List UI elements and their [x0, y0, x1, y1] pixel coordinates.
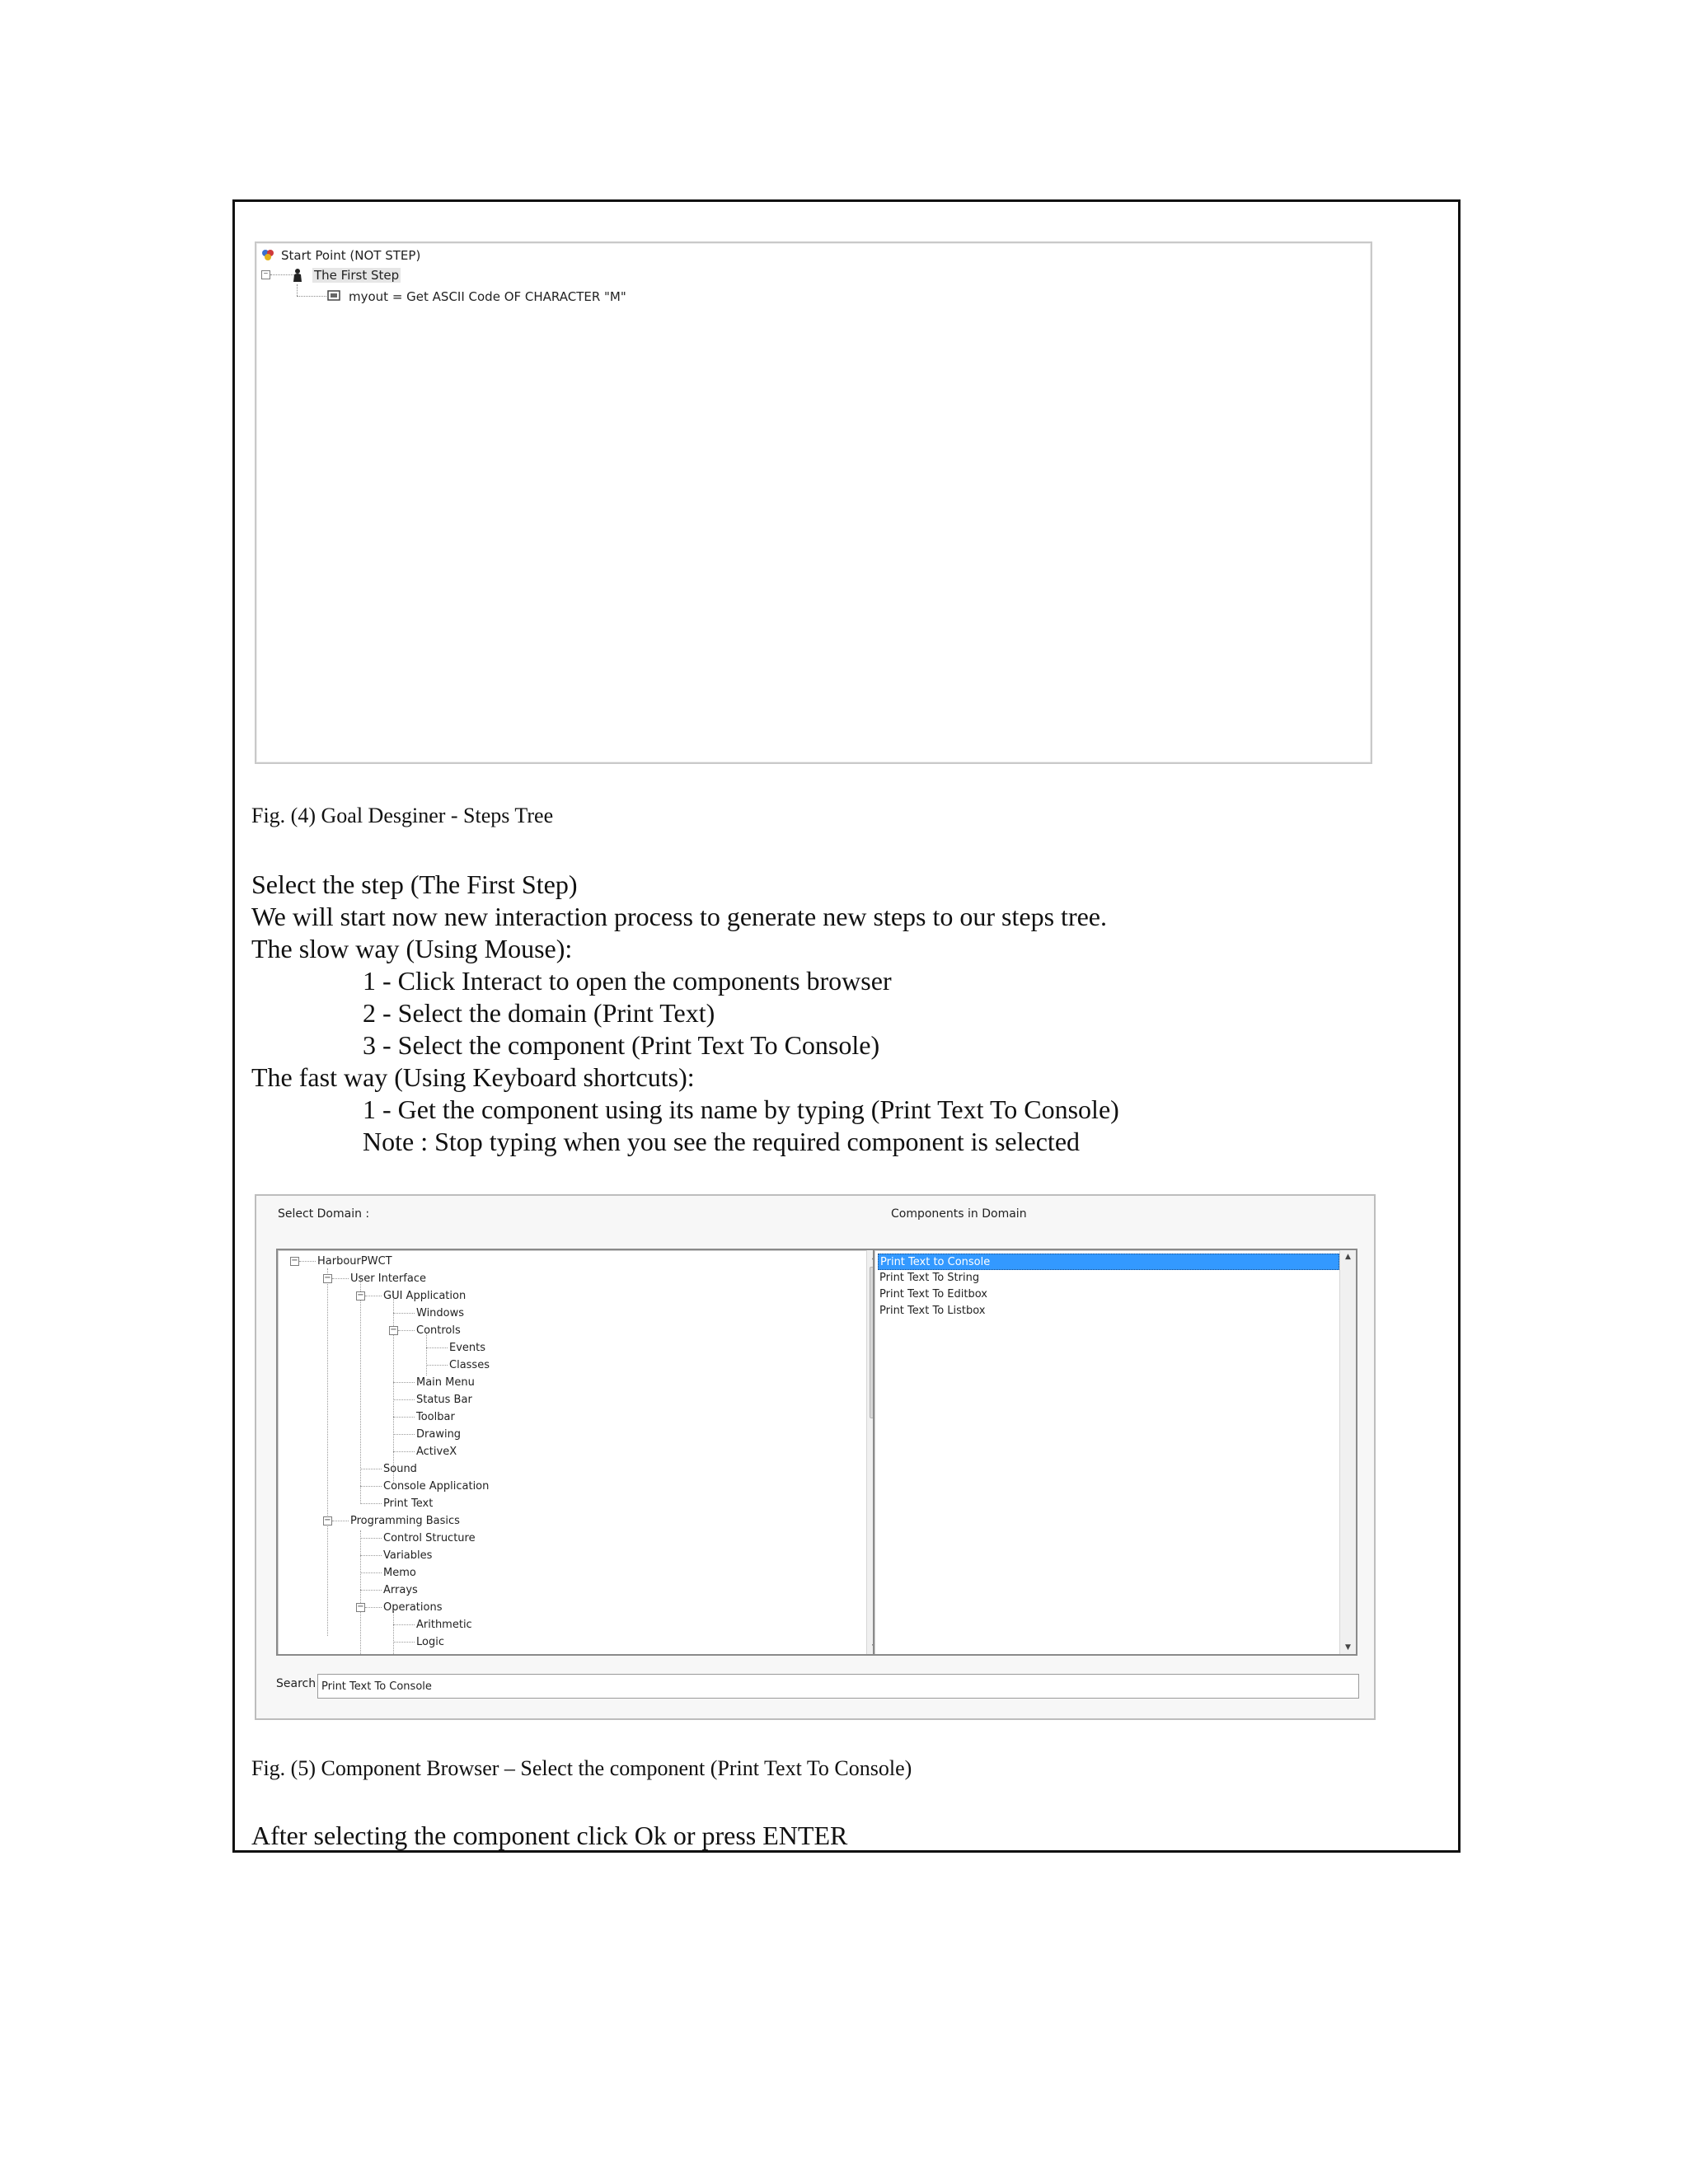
- search-label: Search: [276, 1677, 316, 1690]
- search-input[interactable]: [317, 1674, 1359, 1699]
- components-list-pane[interactable]: [873, 1249, 1357, 1656]
- tree-item-gui-application[interactable]: GUI Application: [383, 1290, 467, 1302]
- body-line-slow-step-3: 3 - Select the component (Print Text To Console): [363, 1030, 880, 1060]
- tree-item-windows[interactable]: Windows: [416, 1307, 465, 1319]
- body-line-slow-step-2: 2 - Select the domain (Print Text): [363, 998, 715, 1028]
- collapse-icon[interactable]: −: [324, 1516, 331, 1525]
- components-list-scrollbar[interactable]: [1339, 1250, 1356, 1654]
- tree-item-sound[interactable]: Sound: [383, 1463, 417, 1475]
- tree-item-arrays[interactable]: Arrays: [383, 1584, 418, 1596]
- tree-item-programming-basics[interactable]: Programming Basics: [350, 1515, 460, 1527]
- component-item-print-text-to-console[interactable]: Print Text to Console: [878, 1254, 1339, 1270]
- tree-item-toolbar[interactable]: Toolbar: [416, 1411, 455, 1423]
- tree-node-start-point[interactable]: Start Point (NOT STEP): [281, 248, 421, 263]
- tree-item-controls[interactable]: Controls: [416, 1324, 461, 1337]
- tree-item-user-interface[interactable]: User Interface: [350, 1272, 426, 1285]
- tree-item-status-bar[interactable]: Status Bar: [416, 1394, 472, 1406]
- step-person-icon: [293, 268, 302, 283]
- body-line-fast-step-1: 1 - Get the component using its name by typing (Print Text To Console): [363, 1094, 1119, 1124]
- tree-item-variables[interactable]: Variables: [383, 1549, 433, 1562]
- tree-item-main-menu[interactable]: Main Menu: [416, 1376, 475, 1389]
- body-line-slow-way: The slow way (Using Mouse):: [251, 934, 573, 963]
- tree-item-arithmetic[interactable]: Arithmetic: [416, 1619, 472, 1631]
- fig5-caption: Fig. (5) Component Browser – Select the component (Print Text To Console): [251, 1756, 912, 1780]
- tree-item-logic[interactable]: Logic: [416, 1636, 444, 1648]
- tree-connector: [270, 274, 293, 275]
- body-line-note: Note : Stop typing when you see the required component is selected: [363, 1127, 1081, 1156]
- collapse-icon[interactable]: −: [291, 1256, 298, 1265]
- tree-connector: [297, 296, 326, 297]
- collapse-icon[interactable]: −: [357, 1291, 364, 1300]
- components-in-domain-label: Components in Domain: [891, 1207, 1027, 1221]
- tree-item-operations[interactable]: Operations: [383, 1601, 443, 1614]
- tree-item-drawing[interactable]: Drawing: [416, 1428, 462, 1441]
- domain-tree[interactable]: [278, 1250, 868, 1654]
- tree-item-events[interactable]: Events: [449, 1342, 486, 1354]
- component-item-print-text-to-editbox[interactable]: Print Text To Editbox: [879, 1288, 987, 1301]
- tree-item-console-application[interactable]: Console Application: [383, 1480, 490, 1493]
- body-line-select-step: Select the step (The First Step): [251, 869, 578, 899]
- collapse-icon[interactable]: −: [261, 270, 270, 279]
- document-frame: [232, 199, 1461, 1853]
- footer-line: After selecting the component click Ok or press ENTER: [251, 1821, 848, 1850]
- tree-item-control-structure[interactable]: Control Structure: [383, 1532, 476, 1544]
- fig4-caption: Fig. (4) Goal Desginer - Steps Tree: [251, 804, 554, 827]
- steps-tree-panel[interactable]: [255, 241, 1372, 764]
- scroll-down-icon[interactable]: ▼: [1345, 1643, 1351, 1652]
- collapse-icon[interactable]: −: [324, 1273, 331, 1282]
- body-line-intro: We will start now new interaction process to generate new steps to our steps tree.: [251, 902, 1107, 931]
- select-domain-label: Select Domain :: [278, 1207, 370, 1221]
- tree-item-activex[interactable]: ActiveX: [416, 1446, 457, 1458]
- collapse-icon[interactable]: −: [390, 1325, 397, 1334]
- component-browser: [255, 1194, 1376, 1720]
- command-icon: [327, 290, 340, 301]
- tree-item-memo[interactable]: Memo: [383, 1567, 416, 1579]
- tree-node-command[interactable]: myout = Get ASCII Code OF CHARACTER "M": [349, 289, 626, 304]
- body-line-slow-step-1: 1 - Click Interact to open the components browser: [363, 966, 892, 996]
- tree-node-first-step[interactable]: The First Step: [314, 268, 400, 283]
- domain-tree-pane[interactable]: [276, 1249, 884, 1656]
- collapse-icon[interactable]: −: [357, 1602, 364, 1611]
- tree-connector-vertical: [297, 284, 298, 296]
- body-line-fast-way: The fast way (Using Keyboard shortcuts):: [251, 1062, 695, 1092]
- tree-item-print-text[interactable]: Print Text: [383, 1497, 434, 1510]
- tree-item-harbourpwct[interactable]: HarbourPWCT: [317, 1255, 392, 1268]
- component-item-print-text-to-listbox[interactable]: Print Text To Listbox: [879, 1305, 986, 1317]
- scroll-up-icon[interactable]: ▲: [1345, 1253, 1351, 1261]
- start-point-icon: [261, 248, 274, 261]
- tree-item-classes[interactable]: Classes: [449, 1359, 490, 1371]
- component-item-print-text-to-string[interactable]: Print Text To String: [879, 1272, 980, 1284]
